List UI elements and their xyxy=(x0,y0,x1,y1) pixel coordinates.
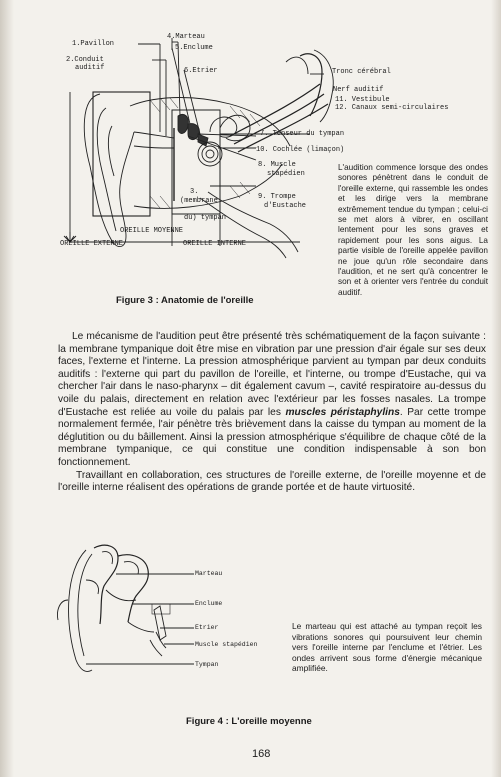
label-enclume: 5.Enclume xyxy=(175,44,213,52)
label-oreille-externe: OREILLE EXTERNE xyxy=(60,240,124,248)
label-marteau: 4.Marteau xyxy=(167,33,205,41)
label-oreille-moyenne: OREILLE MOYENNE xyxy=(120,227,184,235)
label-vestibule: 11. Vestibule xyxy=(335,96,390,104)
label-canaux: 12. Canaux semi-circulaires xyxy=(335,104,449,112)
label-stapedien: stapédien xyxy=(267,170,305,178)
label-tympan: du) tympan xyxy=(184,214,227,222)
label-trompe: 9. Trompe xyxy=(258,193,296,201)
label-eustache: d'Eustache xyxy=(264,202,307,210)
label-membrane-number: 3. xyxy=(190,188,199,196)
fig4-label-enclume: Enclume xyxy=(195,600,223,607)
label-membrane: (membrane xyxy=(180,197,218,205)
page-number: 168 xyxy=(252,748,271,760)
paragraph-1-emphasis: muscles péristaphylins xyxy=(285,406,400,418)
fig4-label-muscle-stapedien: Muscle stapédien xyxy=(195,641,258,648)
paragraph-2: Travaillant en collaboration, ces structures de l'oreille externe, de l'oreille moyenne et de l'oreille interne réalisent des opérations de grande portée et de haute virtuosité. xyxy=(58,469,486,494)
figure4-side-text: Le marteau qui est attaché au tympan reçoit les vibrations sonores qui poursuivent leur chemin vers l'oreille interne par l'enclume et l'étrier. Les ondes arrivent sous forme d'énergie mécanique amplifiée. xyxy=(292,621,482,674)
label-nerf-auditif: Nerf auditif xyxy=(333,86,384,94)
body-text xyxy=(58,331,486,495)
page-shadow-right xyxy=(491,0,501,777)
label-muscle: 8. Muscle xyxy=(258,161,296,169)
label-conduit-auditif: auditif xyxy=(75,64,105,72)
fig4-label-marteau: Marteau xyxy=(195,570,223,577)
label-cochlee: 10. Cochlée (limaçon) xyxy=(256,146,345,154)
figure3-side-text: L'audition commence lorsque des ondes sonores pénètrent dans le conduit de l'oreille externe, qui rassemble les ondes et les dirige vers la membrane extrêmement tendue du tympan ; celui-ci se met alors à vibrer, en oscillant lentement pour les sons graves et rapidement pour les sons aigus. La partie visible de l'oreille appelée pavillon ne joue qu'un rôle secondaire dans l'audition, et ne sert qu'à concentrer le son et à orienter vers l'entrée du conduit auditif. xyxy=(338,163,488,297)
figure4-middle-ear-drawing xyxy=(56,540,286,680)
paragraph-1-text-b: . Par cette trompe normalement fermée, l'air pénètre très brièvement dans la caisse du tympan au moment de la déglutition ou du bâillement. Ainsi la pression atmosphérique s'équilibre de chaque côté de la membrane tympanique, ce qui constitue une condition indispensable à son bon fonctionnement. xyxy=(58,406,486,468)
label-tenseur: 7. Tenseur du tympan xyxy=(260,130,345,138)
label-etrier: 6.Etrier xyxy=(184,67,218,75)
page-shadow-left xyxy=(0,0,14,777)
figure4-caption: Figure 4 : L'oreille moyenne xyxy=(186,716,312,727)
paragraph-1-text-a: Le mécanisme de l'audition peut être présenté très schématiquement de la façon suivante : la membrane tympanique doit être mise en vibration par une pression d'air égale sur ses deux faces, l'externe et l'interne. La pression atmosphérique parvient au tympan par deux conduits auditifs : l'externe qui part du pavillon de l'oreille, et l'interne, ou trompe d'Eustache, qui va chercher l'air dans le naso-pharynx – dit également cavum –, cavité respiratoire au-dessus du voile du palais, directement en relation avec l'extérieur par les fosses nasales. La trompe d'Eustache est reliée au voile du palais par les xyxy=(58,331,486,418)
label-conduit: 2.Conduit xyxy=(66,56,104,64)
label-tronc-cerebral: Tronc cérébral xyxy=(332,68,391,76)
fig4-label-etrier: Etrier xyxy=(195,624,219,631)
fig4-label-tympan: Tympan xyxy=(195,661,219,668)
label-pavillon: 1.Pavillon xyxy=(72,40,115,48)
figure3-caption: Figure 3 : Anatomie de l'oreille xyxy=(116,295,254,306)
label-oreille-interne: OREILLE INTERNE xyxy=(183,240,247,248)
paragraph-1 xyxy=(58,331,486,470)
